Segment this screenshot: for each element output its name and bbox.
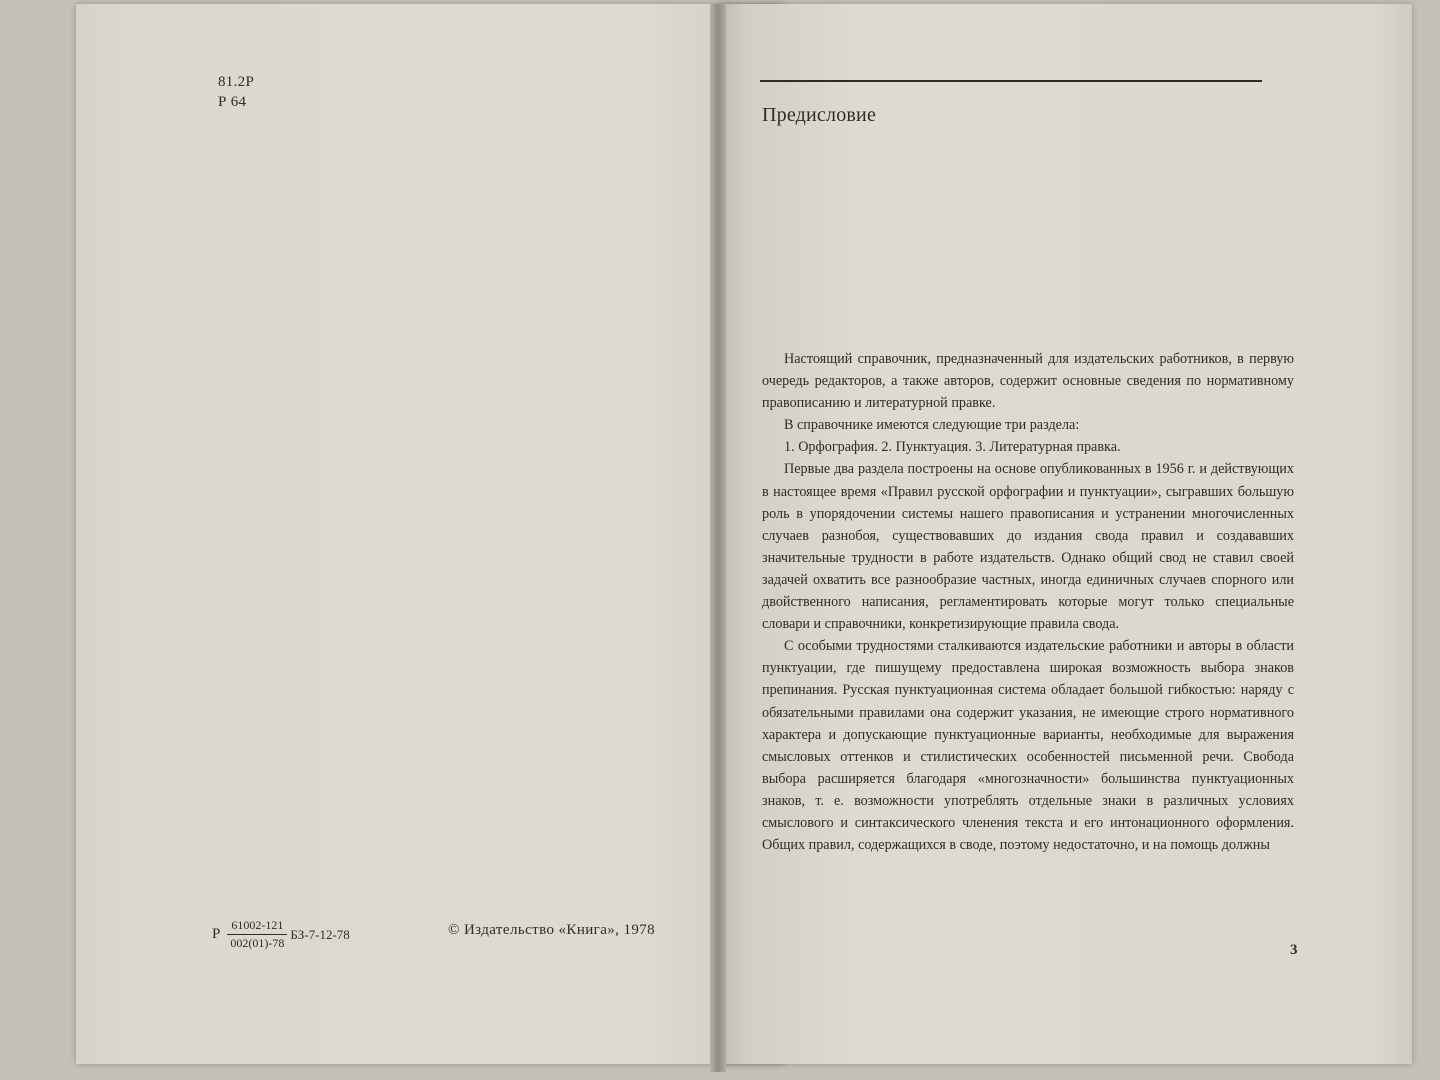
paragraph: Первые два раздела построены на основе опубликованных в 1956 г. и действующих в настоящее время «Правил русской орфографии и пунктуации», сыгравших большую роль в упорядочении системы нашего правописания и устранении многочисленных случаев разнобоя, существовавших до издания свода правил и создававших значительные трудности в работе издательств. Однако общий свод не ставил своей задачей охватить все разнообразие частных, иногда единичных случаев спорного или двойственного написания, регламентировать которые могут только специальные словари и справочники, конкретизирующие правила свода. xyxy=(762,461,1294,633)
open-book xyxy=(62,4,1412,1078)
page-number: 3 xyxy=(1290,942,1298,958)
classification-line: 81.2Р xyxy=(218,74,255,90)
classification-codes xyxy=(218,72,254,112)
paragraph: Настоящий справочник, предназначенный для издательских работников, в первую очередь редакторов, а также авторов, содержит основные сведения по нормативному правописанию и литературной правке. xyxy=(762,351,1294,412)
imprint-letter: Р xyxy=(212,926,221,942)
page-title: Предисловие xyxy=(762,104,877,126)
classification-line: Р 64 xyxy=(218,94,247,110)
left-page xyxy=(76,4,784,1064)
imprint-series-code: БЗ-7-12-78 xyxy=(290,926,350,942)
preface-body xyxy=(762,348,1294,856)
imprint-fraction xyxy=(226,918,288,951)
paragraph: С особыми трудностями сталкиваются издательские работники и авторы в области пунктуации, где пишущему предоставлена широкая возможность выбора знаков препинания. Русская пунктуационная система обладает большой гибкостью: наряду с обязательными правилами она содержит указания, не имеющие строго нормативного характера и допускающие пунктуационные варианты, необходимые для выражения смысловых оттенков и стилистических особенностей письменной речи. Свобода выбора расширяется благодаря «многозначности» большинства пунктуационных знаков, т. е. возможности употреблять отдельные знаки в различных условиях смыслового и синтаксического членения текста и его интонационного оформления. Общих правил, содержащихся в своде, поэтому недостаточно, и на помощь должны xyxy=(762,638,1294,854)
imprint-numerator: 61002-121 xyxy=(227,918,287,935)
book-gutter xyxy=(710,4,726,1072)
heading-rule xyxy=(760,80,1262,82)
imprint-denominator: 002(01)-78 xyxy=(230,936,285,950)
imprint-code xyxy=(212,918,350,951)
copyright-line: © Издательство «Книга», 1978 xyxy=(448,922,656,938)
paragraph: В справочнике имеются следующие три раздела: xyxy=(784,417,1080,434)
paragraph: 1. Орфография. 2. Пунктуация. 3. Литературная правка. xyxy=(784,439,1121,456)
